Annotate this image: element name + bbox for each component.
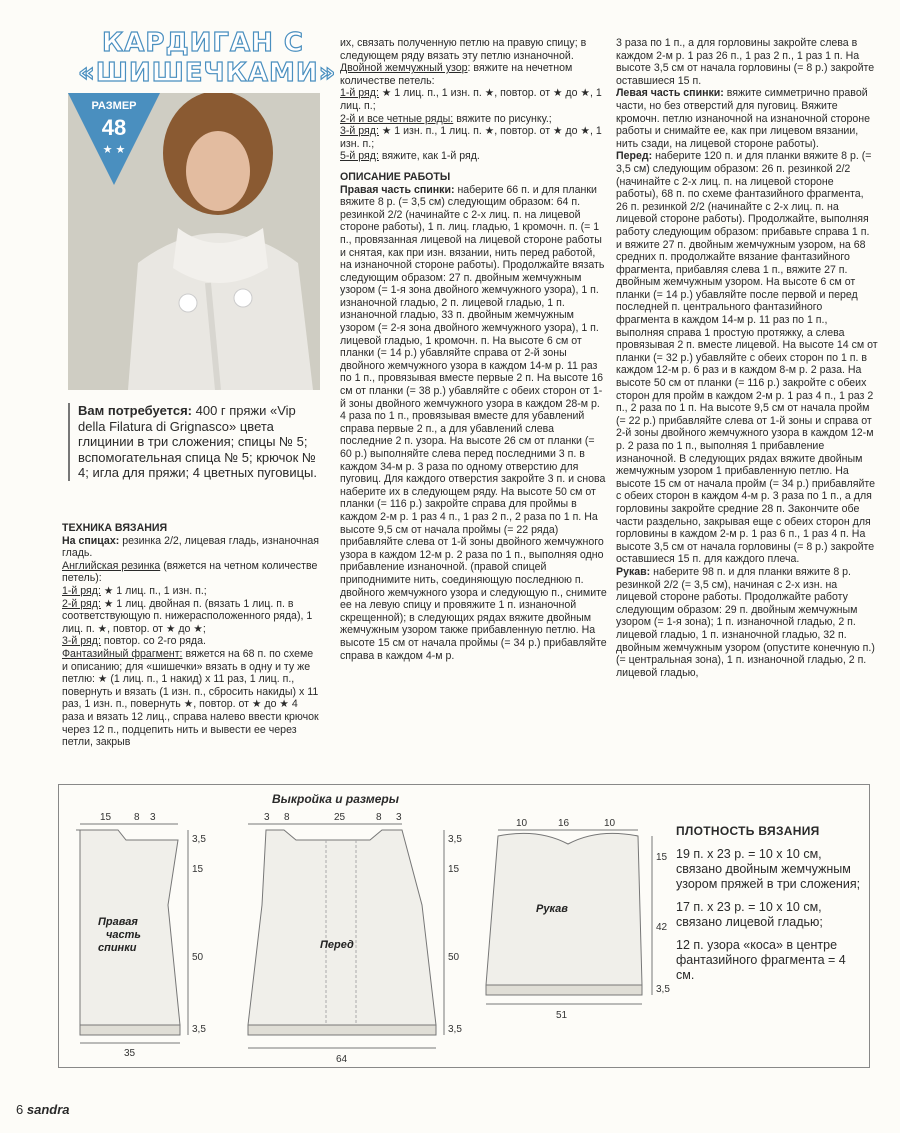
sleeve-dim-top-1: 10 xyxy=(516,818,528,829)
sleeve-dim-right-1: 15 xyxy=(656,852,668,863)
front-dim-bottom: 64 xyxy=(336,1054,348,1065)
back-dim-top-2: 8 xyxy=(134,812,140,823)
paragraph-lead: 3-й ряд: xyxy=(62,635,101,648)
paragraph: 3 раза по 1 п., а для горловины закройте слева в каждом 2-м р. 1 раз 26 п., 1 раз 2 п., 1 раз 1 п. На высоте 3,5 см от начала горловины (= 8 р.) закройте оставшиеся 15 п. xyxy=(616,37,875,87)
paragraph xyxy=(340,113,608,126)
front-dim-top-1: 3 xyxy=(264,812,270,823)
paragraph-lead: Левая часть спинки: xyxy=(616,87,724,100)
paragraph xyxy=(340,87,608,112)
sleeve-dim-bottom: 51 xyxy=(556,1010,568,1021)
paragraph-lead: 1-й ряд: xyxy=(62,584,101,597)
size-badge-label: РАЗМЕР xyxy=(91,100,137,112)
diagram-title: Выкройка и размеры xyxy=(272,792,399,806)
paragraph-text: ★ 1 лиц. двойная п. (вязать 1 лиц. п. в соответствующую п. нижерасположенного ряда), 1 лиц. п. ★, повтор. от ★ до ★; xyxy=(62,597,313,635)
back-piece-ribbing xyxy=(80,1025,180,1035)
title-line-2: «ШИШЕЧКАМИ» xyxy=(78,58,337,88)
column-3 xyxy=(616,37,878,679)
star-icon: ★ ★ xyxy=(102,144,126,156)
size-badge xyxy=(68,93,160,185)
paragraph xyxy=(62,585,322,598)
paragraph xyxy=(62,560,322,585)
sleeve-dim-top-2: 16 xyxy=(558,818,570,829)
back-label-3: спинки xyxy=(98,942,137,954)
paragraph-text: (вяжется на четном количестве петель): xyxy=(62,559,318,585)
paragraph-text: ★ 1 лиц. п., 1 изн. п.; xyxy=(100,584,207,597)
front-dim-right-3: 50 xyxy=(448,952,460,963)
paragraph-text: вяжется на 68 п. по схеме и описанию; для «шишечки» вязать в одну и ту же петлю: ★ (1 лиц. п., 1 накид) х 11 раз, 1 лиц. п., повернуть и вязать (1 изн. п., сбросить накиды) х 11 раз, 1 изн. п., повернуть ★, повтор. от ★ до ★ 4 раза и вязать 12 лиц., справа налево ввести крючок через 12 п., подцепить нить и вывести ее через петли, закрыв xyxy=(62,647,319,749)
back-dim-right-1: 3,5 xyxy=(192,834,206,845)
paragraph xyxy=(340,184,608,663)
pattern-schematics xyxy=(58,800,678,1068)
paragraph-lead: 1-й ряд: xyxy=(340,87,379,100)
paragraph-text: вяжите симметрично правой части, но без отверстий для пуговиц. Вяжите кромочн. петлю изнаночной на изнаночной стороне работы и снимайте ее, как при лицевом вязании, нить сзади, на лицевой стороне работы). xyxy=(616,87,871,150)
back-dim-right-4: 3,5 xyxy=(192,1024,206,1035)
paragraph-lead: На спицах: xyxy=(62,534,120,547)
paragraph xyxy=(62,598,322,636)
paragraph-text: ★ 1 изн. п., 1 лиц. п. ★, повтор. от ★ до ★, 1 изн. п.; xyxy=(340,125,602,150)
gauge-section xyxy=(676,824,866,991)
paragraph xyxy=(340,125,608,150)
front-dim-right-2: 15 xyxy=(448,864,460,875)
section-heading-description: ОПИСАНИЕ РАБОТЫ xyxy=(340,170,451,183)
paragraph-text: : вяжите на нечетном количестве петель: xyxy=(340,62,573,87)
paragraph-text: наберите 98 п. и для планки вяжите 8 р. резинкой 2/2 (= 3,5 см), начиная с 2-х изн. на лицевой стороне работы. Продолжайте работу следующим образом: 29 п. двойным жемчужным узором (= 1-я зона); 1 п. изнаночной гладью, 2 п. лицевой гладью, 1 п. изнаночной гладью, 32 п. двойным жемчужным узором (опустите конечную п.) (= центральная зона), 1 п. изнаночной гладью, 2 п. лицевой гладью, xyxy=(616,565,875,679)
paragraph xyxy=(340,150,608,163)
sleeve-ribbing xyxy=(486,985,642,995)
paragraph-text: вяжите по рисунку.; xyxy=(453,112,552,125)
paragraph xyxy=(62,635,322,648)
gauge-item: 12 п. узора «коса» в центре фантазийного фрагмента = 4 см. xyxy=(676,938,846,982)
paragraph xyxy=(62,535,322,560)
paragraph: их, связать полученную петлю на правую спицу; в следующем ряду вязать эту петлю изнаночной. xyxy=(340,37,587,62)
front-dim-right-1: 3,5 xyxy=(448,834,462,845)
sleeve-dim-top-3: 10 xyxy=(604,818,616,829)
page-title xyxy=(78,28,337,88)
front-piece-outline xyxy=(248,830,436,1025)
back-dim-top-1: 15 xyxy=(100,812,112,823)
page-number: 6 xyxy=(16,1102,24,1117)
paragraph-lead: Фантазийный фрагмент: xyxy=(62,647,183,660)
front-label: Перед xyxy=(320,939,354,951)
paragraph-lead: Перед: xyxy=(616,150,653,163)
paragraph-text: повтор. со 2-го ряда. xyxy=(100,635,206,648)
paragraph xyxy=(616,566,878,679)
paragraph-text: резинка 2/2, лицевая гладь, изнаночная гладь. xyxy=(62,534,320,560)
paragraph-text: ★ 1 лиц. п., 1 изн. п. ★, повтор. от ★ до ★, 1 лиц. п.; xyxy=(340,87,602,112)
back-dim-bottom: 35 xyxy=(124,1048,136,1059)
front-dim-top-2: 8 xyxy=(284,812,290,823)
back-label-2: часть xyxy=(106,929,141,941)
sleeve-dim-right-3: 3,5 xyxy=(656,984,670,995)
back-dim-top-3: 3 xyxy=(150,812,156,823)
paragraph-lead: 2-й ряд: xyxy=(62,597,101,610)
paragraph-lead: 5-й ряд: xyxy=(340,150,379,163)
front-dim-right-4: 3,5 xyxy=(448,1024,462,1035)
back-dim-right-2: 15 xyxy=(192,864,204,875)
section-heading-technique: ТЕХНИКА ВЯЗАНИЯ xyxy=(62,522,168,534)
front-dim-top-5: 3 xyxy=(396,812,402,823)
title-line-1: КАРДИГАН С xyxy=(102,28,304,58)
gauge-item: 17 п. х 23 р. = 10 х 10 см, связано лицевой гладью; xyxy=(676,900,823,929)
paragraph-lead: 3-й ряд: xyxy=(340,125,379,138)
front-piece-ribbing xyxy=(248,1025,436,1035)
paragraph xyxy=(616,150,878,566)
paragraph xyxy=(616,87,878,150)
column-1 xyxy=(62,522,322,749)
paragraph-text: наберите 120 п. и для планки вяжите 8 р. (= 3,5 см) следующим образом: 26 п. резинкой 2/2 (начинайте с 2-х лиц. п. на лицевой стороне работы), 68 п. по схеме фантазийного фрагмента, 26 п. резинкой 2/2 (начинайте с 2-х лиц. п. на лицевой стороне работы). Продолжайте, выполняя работу следующим образом: прибавьте справа 1 п. и вяжите 27 п. двойным жемчужным узором, на 68 средних п. продолжайте вязание фантазийного фрагмента, прибавляя слева 1 п., вяжите 27 п. двойным жемчужным узором. На высоте 6 см от планки (= 14 р.) убавляйте после первой и перед последней п. центрального фантазийного фрагмента в каждом 14-м р. 11 раз по 1 п., выполняя справа 1 простую протяжку, а слева провязывая 2 п. вместе лицевой. На высоте 14 см от планки (= 32 р.) убавляйте с обеих сторон по 1 п. в каждом 12-м р. 6 раз и в каждом 8-м р. 2 раза. На высоте 50 см от планки (= 116 р.) закройте с обеих сторон для пройм в каждом 2-м р. 1 раз 4 п., 1 раз 2 п., 2 раза по 1 п. На высоте 9,5 см от начала пройм (= 22 р.) прибавляйте слева от 1-й зоны и справа от 2-й зоны двойного жемчужного узора в каждом 12-м р. 2 раза по 1 п., выполняя 1 прибавление изнаночной. В следующих рядах вяжите двойным жемчужным узором 1 прибавленную петлю. На высоте 15 см от начала пройм (= 34 р.) прибавляйте с обеих сторон в каждом 4-м р. 3 раза по 1 п., а для горловины закройте средние 28 п. Закончите обе части раздельно, закрывая еще с обеих сторон для горловины в каждом 2-м р. 1 раз 6 п., 1 раз 4 п. На высоте 3,5 см от начала горловины (= 8 р.) закройте оставшиеся 15 п. для каждого плеча. xyxy=(616,150,878,566)
size-badge-number: 48 xyxy=(101,115,127,140)
materials-text: 400 г пряжи «Vip della Filatura di Grignasco» цвета глицинии в три сложения; спицы № 5; вспомогательная спица № 5; крючок № 4; игла для пряжи; 4 цветных пуговицы. xyxy=(78,403,317,481)
sleeve-label: Рукав xyxy=(536,903,568,915)
gauge-heading: ПЛОТНОСТЬ ВЯЗАНИЯ xyxy=(676,824,820,838)
magazine-brand: sandra xyxy=(26,1102,70,1117)
front-dim-top-3: 25 xyxy=(334,812,346,823)
paragraph-text: наберите 66 п. и для планки вяжите 8 р. (= 3,5 см) следующим образом: 64 п. резинкой 2/2 (начинайте с 2-х лиц. п. на лицевой стороне работы), 1 п. лиц. гладью, 1 кромочн. п. (= 1 п., провязанная лицевой на лицевой стороне работы и снятая, как при изн. вязании, нить перед работой, на изнаночной стороне работы). Продолжайте вязать следующим образом: 27 п. двойным жемчужным узором (= 1-я зона двойного жемчужного узора), 1 п. изнаночной гладью, 2 п. лицевой гладью, 1 п. изнаночной гладью, 33 п. двойным жемчужным узором (= 2-я зона двойного жемчужного узора), 1 п. лицевой гладью, 1 кромочн. п. На высоте 6 см от планки (= 14 р.) убавляйте справа от 2-й зоны двойного жемчужного узора в каждом 14-м р. 11 раз по 1 п., провязывая вместе первые 2 п. На высоте 16 см от планки (= 38 р.) убавляйте с обеих сторон от 1-й зоны двойного жемчужного узора в каждом 28-м р. 4 раза по 1 п., провязывая вместе для убавлений справа первые 2 п., а для убавлений слева последние 2 п. узора. На высоте 26 см от планки (= 60 р.) выполняйте слева перед последними 3 п. в каждом 34-м р. 3 раза по одному отверстию для пуговиц. Для каждого отверстия закройте 3 п. и снова наберите их в следующем ряду. На высоте 50 см от планки (= 116 р.) закройте справа для проймы в каждом 2-м р. 1 раз 4 п., 1 раз 2 п., 2 раза по 1 п. На высоте 9,5 см от начала проймы (= 22 ряда) прибавляйте слева от 1-й зоны двойного жемчужного узора в каждом 12-м р. 2 раза по 1 п., выполняя одно прибавление изнаночной. (правой спицей приподнимите нить, соединяющую последнюю п. двойного жемчужного узора и следующую п., снимите ее на левую спицу и провяжите 1 п. изнаночной скрещенной); в следующих рядах вяжите двойным жемчужным узором также прибавленную петлю. На высоте 15 см от начала проймы (= 34 р.) прибавляйте справа в каждом 4-м р. xyxy=(340,183,607,662)
paragraph-lead: Двойной жемчужный узор xyxy=(340,62,468,75)
paragraph-lead: 2-й и все четные ряды: xyxy=(340,112,454,125)
paragraph xyxy=(340,62,608,87)
materials-box xyxy=(68,403,320,481)
paragraph xyxy=(62,648,322,749)
sleeve-dim-right-2: 42 xyxy=(656,922,668,933)
column-2 xyxy=(340,37,608,662)
back-label-1: Правая xyxy=(98,916,138,928)
paragraph-text: вяжите, как 1-й ряд. xyxy=(378,150,480,163)
materials-lead: Вам потребуется: xyxy=(78,403,192,418)
gauge-item: 19 п. х 23 р. = 10 х 10 см, связано двойным жемчужным узором пряжей в три сложения; xyxy=(676,847,861,891)
paragraph-lead: Рукав: xyxy=(616,565,651,578)
back-dim-right-3: 50 xyxy=(192,952,204,963)
page-footer xyxy=(16,1102,70,1117)
paragraph-lead: Английская резинка xyxy=(62,559,161,572)
paragraph-lead: Правая часть спинки: xyxy=(340,183,455,196)
front-dim-top-4: 8 xyxy=(376,812,382,823)
